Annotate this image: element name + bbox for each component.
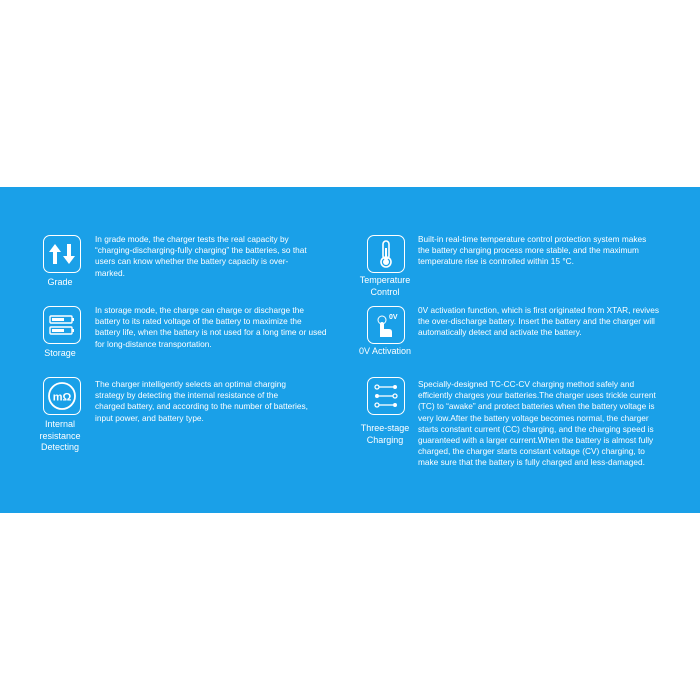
three-stage-icon	[367, 377, 405, 415]
touch-activation-icon	[367, 306, 405, 344]
feature-label: Internal resistance Detecting	[39, 419, 81, 452]
feature-description: Built-in real-time temperature control protection system makes the battery charging process more stable, and the maximum temperature rise is controlled within 15 °C.	[418, 234, 647, 267]
thermometer-icon	[367, 235, 405, 273]
icon-label: mΩ	[52, 391, 72, 404]
milliohm-icon	[43, 377, 81, 415]
feature-banner	[0, 187, 700, 513]
feature-label: 0V Activation	[358, 346, 412, 356]
feature-label: Grade	[47, 277, 73, 287]
feature-description: In storage mode, the charge can charge or discharge the battery to its rated voltage of the battery to maximize the battery life, when the battery is not used for a long time or used for long-distance transportation.	[95, 305, 327, 349]
feature-label: Three-stage Charging	[360, 423, 410, 445]
icon-label: 0V	[389, 314, 398, 321]
feature-description: In grade mode, the charger tests the real capacity by “charging-discharging-fully charging” the batteries, so that users can know whether the battery capacity is over-marked.	[95, 234, 307, 278]
feature-description: 0V activation function, which is first originated from XTAR, revives the over-discharge battery. Insert the battery and the charger will automatically detect and activate the battery.	[418, 305, 660, 338]
storage-battery-icon	[43, 306, 81, 344]
feature-description: Specially-designed TC-CC-CV charging method safely and efficiently charges your batteries.The charger uses trickle current (TC) to “awake” and protect batteries when the battery voltage is very low.After the battery voltage becomes normal, the charger starts constant current (CC) charging, and the charging speed is guaranteed with a larger current.When the battery is almost fully charged, the charger starts constant voltage (CV) charging, to make sure that the battery is fully charged and less-damaged.	[418, 379, 656, 468]
feature-description: The charger intelligently selects an optimal charging strategy by detecting the internal resistance of the charged battery, and according to the number of batteries, input power, and battery type.	[95, 379, 308, 423]
grade-arrows-icon	[43, 235, 81, 273]
feature-label: Storage	[44, 348, 76, 358]
feature-label: Temperature Control	[359, 275, 411, 297]
